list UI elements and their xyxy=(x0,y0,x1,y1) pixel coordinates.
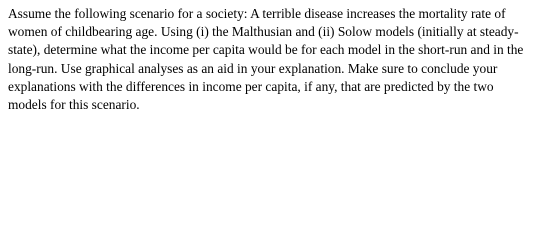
question-line-1: Assume the following scenario for a society: A terrible disease increases the mortality rate of xyxy=(8,6,506,21)
question-line-3: state), determine what the income per capita would be for each model in the short-run and in the xyxy=(8,42,524,58)
question-text xyxy=(8,5,553,114)
question-line-4: long-run. Use graphical analyses as an aid in your explanation. Make sure to conclude your xyxy=(8,60,498,76)
question-line-2: women of childbearing age. Using (i) the Malthusian and (ii) Solow models (initially at steady- xyxy=(8,24,519,40)
question-line-5: explanations with the differences in income per capita, if any, that are predicted by the two xyxy=(8,78,494,94)
question-line-6: models for this scenario. xyxy=(8,97,140,113)
